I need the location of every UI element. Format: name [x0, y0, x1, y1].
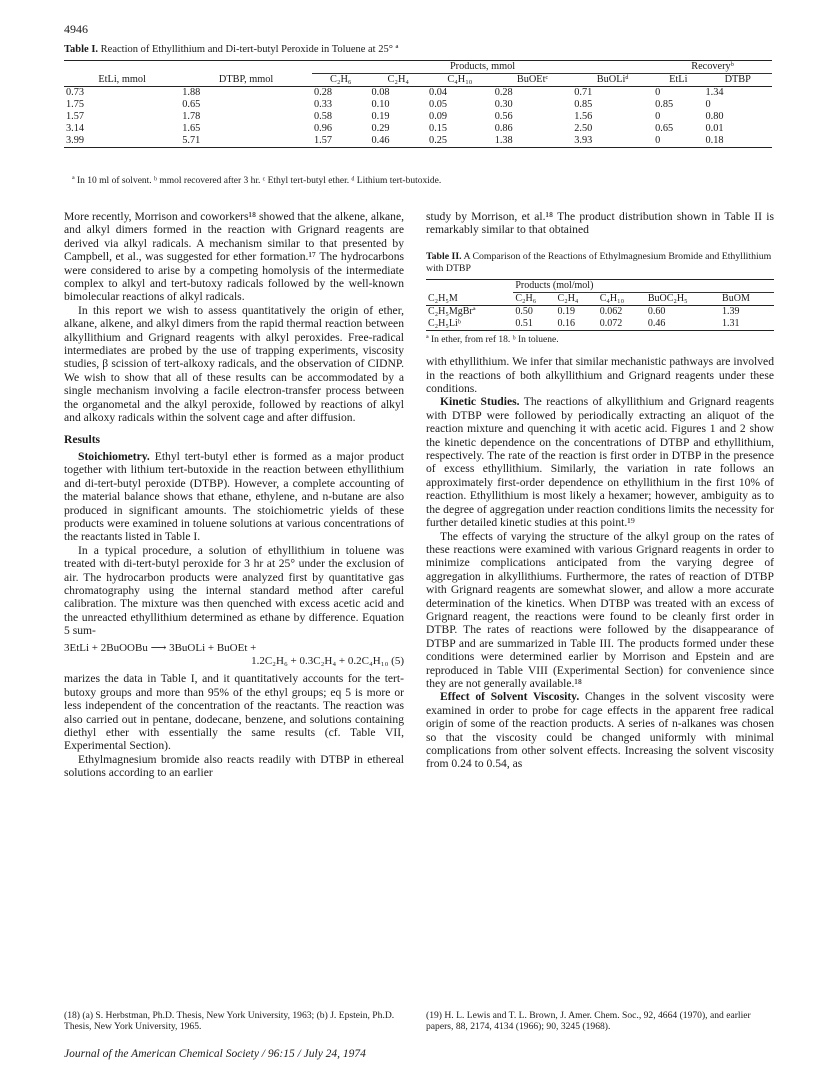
table-cell: 0.25 — [429, 135, 448, 146]
table-cell: 0.05 — [429, 99, 448, 110]
table1-header-2: C₂H₆ — [312, 74, 370, 87]
table-cell: 0.072 — [599, 317, 623, 329]
table-cell: 0.73 — [66, 87, 85, 98]
page-number: 4946 — [64, 22, 88, 36]
table1 — [64, 60, 772, 148]
table1-row — [64, 99, 772, 111]
table-cell: 0.65 — [182, 99, 201, 110]
right-column — [426, 210, 774, 771]
table1-header-row — [64, 74, 772, 87]
table-cell: 1.75 — [66, 99, 85, 110]
table-cell: 0 — [705, 99, 711, 110]
table-cell: 0.09 — [429, 111, 448, 122]
table1-row — [64, 123, 772, 135]
table-cell: 1.57 — [313, 135, 333, 146]
left-paragraph-4: In a typical procedure, a solution of ethyllithium in toluene was treated with di-tert-butyl peroxide for 3 hr at 25° under the exclusion of air. The hydrocarbon products were analyzed first by quantitative gas chromatography using the internal standard method after careful calibration. The mixture was then quenched with excess acetic acid and the unreacted ethyllithium determined as ethane by difference. Equation 5 sum- — [64, 543, 404, 638]
table1-recovery-group: Recoveryᵇ — [653, 61, 772, 74]
equation-line-1: 3EtLi + 2BuOOBu ⟶ 3BuOLi + BuOEt + — [64, 641, 257, 654]
right-paragraph-2: with ethyllithium. We infer that similar mechanistic pathways are involved in the reactions of both alkyllithium and Grignard reagents under these conditions. — [426, 355, 774, 396]
table-cell: 0.28 — [313, 87, 333, 98]
table-cell: 0 — [655, 111, 661, 122]
table-cell: C₂H₅Liᵇ — [428, 317, 461, 329]
table1-label: Table I. — [64, 44, 99, 55]
table2-products-group: Products (mol/mol) — [513, 279, 774, 292]
table-cell: C₂H₅MgBrª — [428, 305, 476, 317]
right-paragraph-4: The effects of varying the structure of the alkyl group on the rates of these reactions were examined with various Grignard reagents in order to minimize complications anticipated from the varying degree of aggregation in alkyllithiums. Furthermore, the rates of reaction of DTBP with Grignard reagents are somewhat slower, and allow a more accurate determination of the kinetics. When DTBP was treated with an excess of Grignard reagent, the reactions were found to be cleanly first order in DTBP. The rates of reactions were followed by the disappearance of DTBP and are summarized in Table III. The products formed under these conditions were determined earlier by Morrison and Epstein and are reproduced in Table VIII (Experimental Section) for convenience since they are not generally available.¹⁸ — [426, 529, 774, 690]
table-cell: 1.31 — [722, 317, 740, 329]
table1-body — [64, 87, 772, 148]
table2-header-4: BuOC₂H₅ — [646, 292, 720, 305]
table1-header-4: C₄H₁₀ — [427, 74, 493, 87]
table-cell: 5.71 — [182, 135, 201, 146]
left-column — [64, 210, 404, 780]
table1-header-3: C₂H₄ — [370, 74, 428, 87]
left-paragraph-2: In this report we wish to assess quantitatively the origin of ether, alkane, alkene, and alkyl dimers from the rapid thermal reaction between alkyllithium and Grignard reagents with alkyl peroxides. Free-radical intermediates are probed by the use of trapping experiments, viscosity studies, β scission of tert-alkoxy radicals, and the observation of CIDNP. We wish to show that all of these results can be accommodated by a single mechanism involving a facile electron-transfer process between the organometal and the alkyl peroxide, followed by reactions of alkyl and alkoxy radicals within the solvent cage and after diffusion. — [64, 303, 404, 425]
results-heading: Results — [64, 432, 101, 446]
table2-caption — [426, 251, 774, 275]
table-cell: 1.78 — [182, 111, 201, 122]
stoichiometry-text: Ethyl tert-butyl ether is formed as a major product together with lithium tert-butoxide in the reaction between ethyllithium and di-tert-butyl peroxide (DTBP). However, a complete accounting of the material balance shows that ethane, ethylene, and n-butane are also produced in significant amounts. The stoichiometric yields of these products were examined in toluene solutions at various concentrations of the reactants listed in Table I. — [64, 449, 404, 544]
table1-title: Reaction of Ethyllithium and Di-tert-butyl Peroxide in Toluene at 25° ª — [100, 44, 399, 55]
table-cell: 0.33 — [313, 99, 333, 110]
left-paragraph-6: Ethylmagnesium bromide also reacts readily with DTBP in ethereal solutions according to an earlier — [64, 752, 404, 780]
table-cell: 0.96 — [313, 123, 333, 134]
viscosity-paragraph — [426, 690, 774, 770]
left-paragraph-1: More recently, Morrison and coworkers¹⁸ showed that the alkene, alkane, and alkyl dimers formed in the reaction with Grignard reagents are derived via alkyl radicals. A mechanism similar to that presented by Campbell, et al., was suggested for ether formation.¹⁷ The hydrocarbons were considered to arise by a competing homolysis of the intermediate complex to alkyl and tert-butoxy radicals followed by the well-known bimolecular reactions of alkyl radicals. — [64, 210, 404, 304]
kinetic-paragraph — [426, 395, 774, 529]
table-cell: 0.60 — [647, 305, 666, 317]
kinetic-head: Kinetic Studies. — [440, 395, 520, 409]
journal-footer: Journal of the American Chemical Society / 96:15 / July 24, 1974 — [64, 1048, 366, 1060]
table1-header-1: DTBP, mmol — [180, 74, 312, 87]
reference-18: (18) (a) S. Herbstman, Ph.D. Thesis, New York University, 1963; (b) J. Epstein, Ph.D. Thesis, New York University, 1965. — [64, 1010, 395, 1033]
table1-products-group: Products, mmol — [312, 61, 653, 74]
table-cell: 3.14 — [66, 123, 85, 134]
table-cell: 1.65 — [182, 123, 201, 134]
table-cell: 1.34 — [705, 87, 724, 98]
table1-caption — [64, 44, 764, 55]
table1-footnote: ª In 10 ml of solvent. ᵇ mmol recovered after 3 hr. ᶜ Ethyl tert-butyl ether. ᵈ Lithium tert-butoxide. — [72, 176, 442, 186]
table2-title: A Comparison of the Reactions of Ethylmagnesium Bromide and Ethyllithium with DTBP — [426, 250, 772, 274]
table2-header-1: C₂H₆ — [513, 292, 555, 305]
table2-footnote: ª In ether, from ref 18. ᵇ In toluene. — [426, 334, 559, 345]
table-cell: 0.50 — [515, 305, 533, 317]
table2-row — [426, 318, 774, 331]
table1-row — [64, 87, 772, 100]
table2-label: Table II. — [426, 250, 462, 262]
table-cell: 0.71 — [574, 87, 593, 98]
viscosity-head: Effect of Solvent Viscosity. — [440, 690, 580, 704]
table2-header-2: C₂H₄ — [556, 292, 598, 305]
table-cell: 0.65 — [655, 123, 674, 134]
table-cell: 0.062 — [599, 305, 623, 317]
table1-header-5: BuOEtᶜ — [493, 74, 573, 87]
table2-body — [426, 305, 774, 330]
table1-header-6: BuOLiᵈ — [572, 74, 653, 87]
reference-19: (19) H. L. Lewis and T. L. Brown, J. Amer. Chem. Soc., 92, 4664 (1970), and earlier papers, 88, 2174, 4134 (1966); 90, 3245 (1968). — [426, 1010, 751, 1033]
table-cell: 0.19 — [371, 111, 390, 122]
right-paragraph-1: study by Morrison, et al.¹⁸ The product distribution shown in Table II is remarkably similar to that obtained — [426, 210, 774, 237]
table-cell: 1.38 — [494, 135, 513, 146]
table1-header-0: EtLi, mmol — [64, 74, 180, 87]
table1-row — [64, 111, 772, 123]
table-cell: 1.88 — [182, 87, 201, 98]
table2-row — [426, 305, 774, 318]
equation-5 — [64, 642, 404, 669]
table-cell: 1.57 — [66, 111, 85, 122]
table-cell: 1.39 — [722, 305, 740, 317]
table-cell: 0.58 — [313, 111, 333, 122]
table2-header-row — [426, 292, 774, 305]
equation-line-2: 1.2C₂H₆ + 0.3C₂H₄ + 0.2C₄H₁₀ (5) — [251, 655, 404, 667]
table1-header-8: DTBP — [703, 74, 772, 87]
table-cell: 0.16 — [557, 317, 576, 329]
table-cell: 0.86 — [494, 123, 513, 134]
table-cell: 0.15 — [429, 123, 448, 134]
table-cell: 1.56 — [574, 111, 593, 122]
table-cell: 2.50 — [574, 123, 593, 134]
table1-header-7: EtLi — [653, 74, 703, 87]
table-cell: 0.19 — [557, 305, 576, 317]
stoichiometry-paragraph — [64, 450, 404, 544]
table-cell: 0.18 — [705, 135, 724, 146]
table2-header-3: C₄H₁₀ — [598, 292, 646, 305]
table-cell: 0.01 — [705, 123, 724, 134]
viscosity-text: Changes in the solvent viscosity were examined in order to probe for cage effects in the apparent free radical origin of some of the reaction products. A series of n-alkanes was chosen so that the viscosity could be changed uniformly with minimal complications from other solvent effects. Increasing the solvent viscosity from 0.24 to 0.54, as — [426, 690, 774, 771]
table1-row — [64, 135, 772, 148]
table2-block — [426, 251, 774, 347]
table-cell: 0.10 — [371, 99, 390, 110]
table-cell: 3.99 — [66, 135, 85, 146]
table-cell: 0.28 — [494, 87, 513, 98]
table-cell: 0.56 — [494, 111, 513, 122]
table2-header-5: BuOM — [720, 292, 774, 305]
table2-header-0: C₂H₅M — [426, 292, 513, 305]
table-cell: 0.80 — [705, 111, 724, 122]
table-cell: 0.29 — [371, 123, 390, 134]
table-cell: 3.93 — [574, 135, 593, 146]
table2 — [426, 279, 774, 331]
table-cell: 0 — [655, 87, 661, 98]
table-cell: 0.46 — [647, 317, 666, 329]
stoichiometry-head: Stoichiometry. — [78, 449, 150, 463]
table-cell: 0.85 — [655, 99, 674, 110]
table-cell: 0.08 — [371, 87, 390, 98]
kinetic-text: The reactions of alkyllithium and Grignard reagents with DTBP were followed by periodically extracting an aliquot of the reaction mixture and quenching it with acetic acid. Figures 1 and 2 show the kinetic dependence on the concentrations of DTBP and ethyllithium, respectively. The rate of the reaction is first order in DTBP in the presence of excess ethyllithium. Similarly, the variation in rate follows an approximately first-order dependence on ethyllithium in the first 10% of reaction. Ethyllithium is most likely a hexamer; however, ambiguity as to the degree of aggregation under reaction conditions limits the necessity for further detailed kinetic studies at this point.¹⁹ — [426, 395, 774, 530]
left-paragraph-5: marizes the data in Table I, and it quantitatively accounts for the tert-butoxy groups and more than 95% of the ethyl groups; eq 5 is more or less independent of the concentration of the reactants. The reaction was also carried out in pentane, dodecane, benzene, and solutions containing diethyl ether with essentially the same results (cf. Table VII, Experimental Section). — [64, 672, 404, 753]
table-cell: 0 — [655, 135, 661, 146]
table-cell: 0.46 — [371, 135, 390, 146]
table-cell: 0.30 — [494, 99, 513, 110]
table-cell: 0.85 — [574, 99, 593, 110]
table-cell: 0.04 — [429, 87, 448, 98]
table-cell: 0.51 — [515, 317, 533, 329]
